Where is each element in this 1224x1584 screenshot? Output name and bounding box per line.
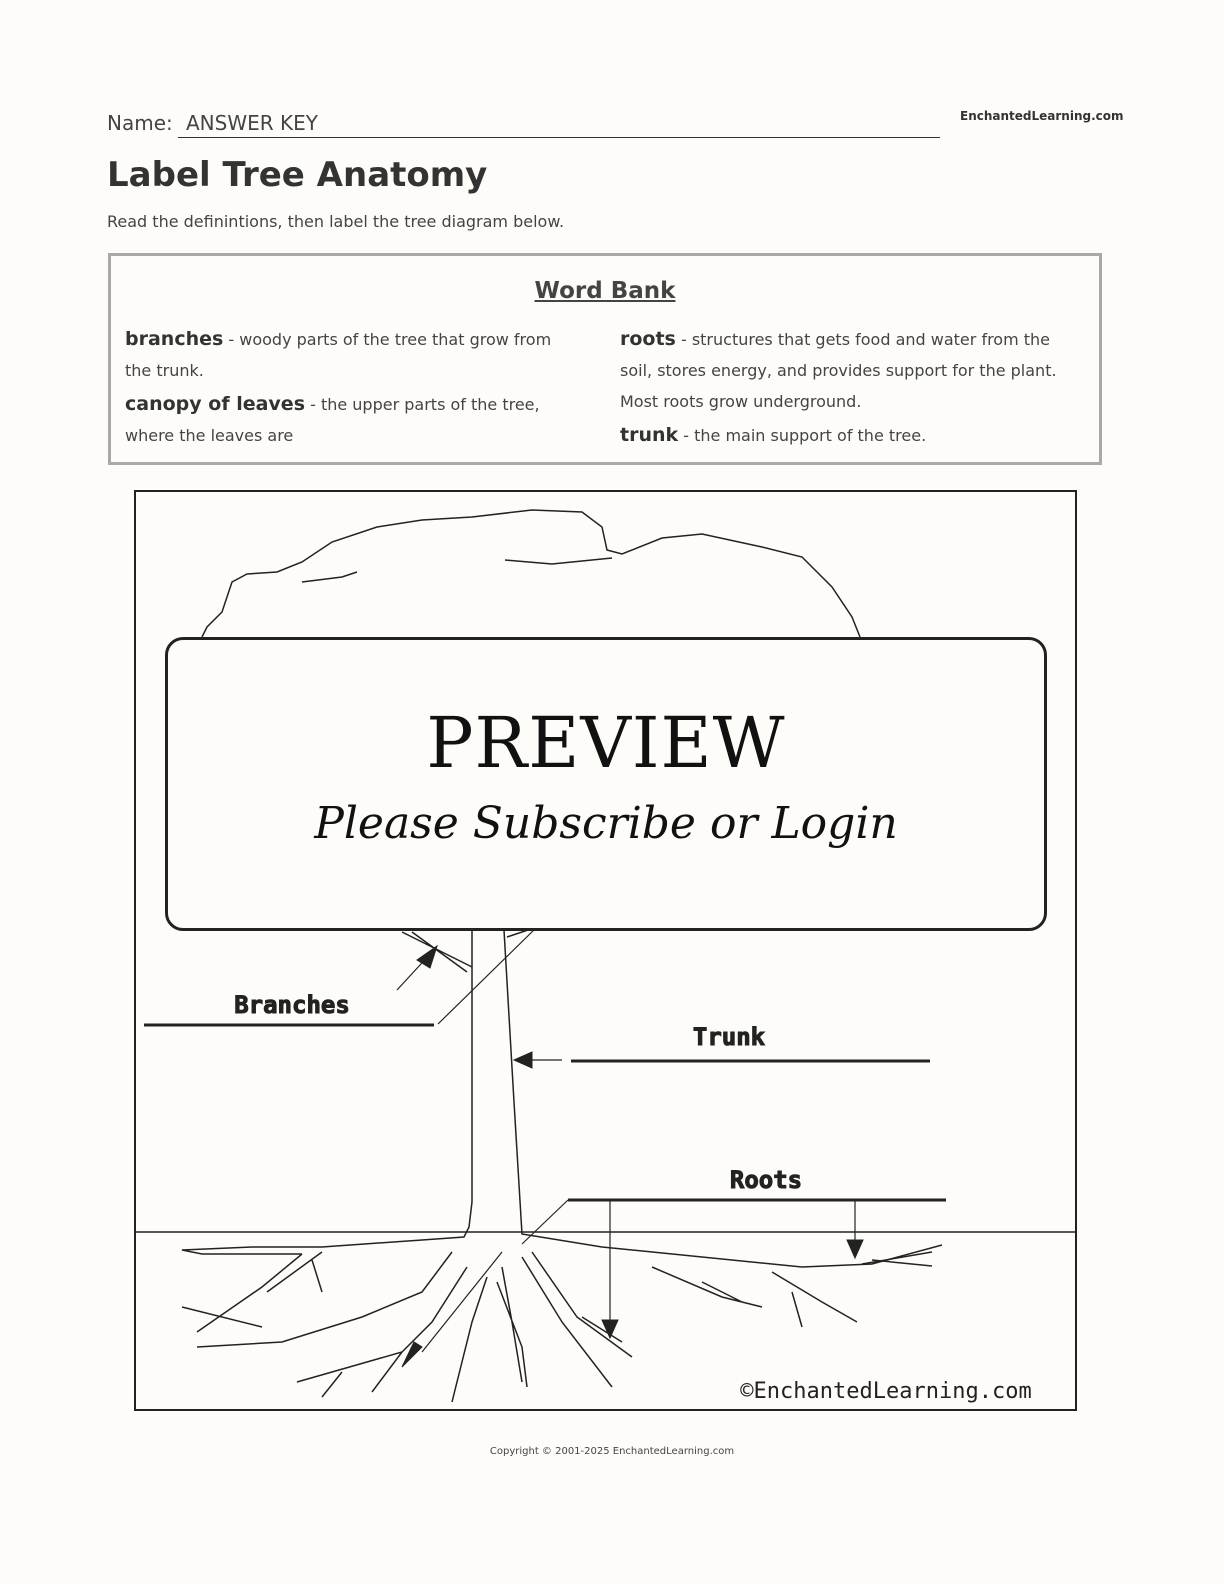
- brand-link[interactable]: EnchantedLearning.com: [960, 109, 1124, 123]
- tree-diagram: [134, 490, 1077, 1411]
- word-bank-right-column: [620, 324, 1080, 454]
- name-label: Name:: [107, 111, 173, 135]
- preview-heading: PREVIEW: [426, 702, 786, 784]
- definition: - woody parts of the tree that grow from the trunk.: [125, 330, 552, 380]
- preview-overlay[interactable]: [165, 637, 1047, 931]
- subscribe-login-link[interactable]: Please Subscribe or Login: [314, 798, 898, 849]
- word-bank-entry: [125, 389, 575, 451]
- trunk-left: [182, 930, 472, 1254]
- term: roots: [620, 328, 676, 350]
- canopy-outline: [202, 510, 860, 637]
- term: canopy of leaves: [125, 393, 305, 415]
- name-value: ANSWER KEY: [186, 111, 318, 135]
- word-bank: [108, 253, 1102, 465]
- page-title: Label Tree Anatomy: [107, 155, 488, 195]
- name-line: [178, 137, 940, 138]
- footer-copyright: Copyright © 2001-2025 EnchantedLearning.com: [489, 1446, 735, 1457]
- tree-drawing: [136, 492, 1075, 1409]
- word-bank-entry: [125, 324, 575, 386]
- roots-label: Roots: [729, 1166, 803, 1194]
- word-bank-title: Word Bank: [534, 278, 676, 304]
- word-bank-entry: [620, 324, 1080, 417]
- term: trunk: [620, 424, 679, 446]
- trunk-right: [504, 930, 942, 1267]
- word-bank-left-column: [125, 324, 575, 454]
- definition: - the upper parts of the tree, where the leaves are: [125, 395, 540, 445]
- term: branches: [125, 328, 224, 350]
- branches-label: Branches: [234, 991, 350, 1019]
- diagram-copyright: ©EnchantedLearning.com: [740, 1379, 1032, 1404]
- trunk-label: Trunk: [692, 1023, 766, 1051]
- definition: - structures that gets food and water from the soil, stores energy, and provides support for the plant. Most roots grow underground.: [620, 330, 1057, 411]
- instructions: Read the definintions, then label the tree diagram below.: [107, 212, 565, 231]
- definition: - the main support of the tree.: [678, 426, 927, 445]
- word-bank-entry: [620, 420, 1080, 451]
